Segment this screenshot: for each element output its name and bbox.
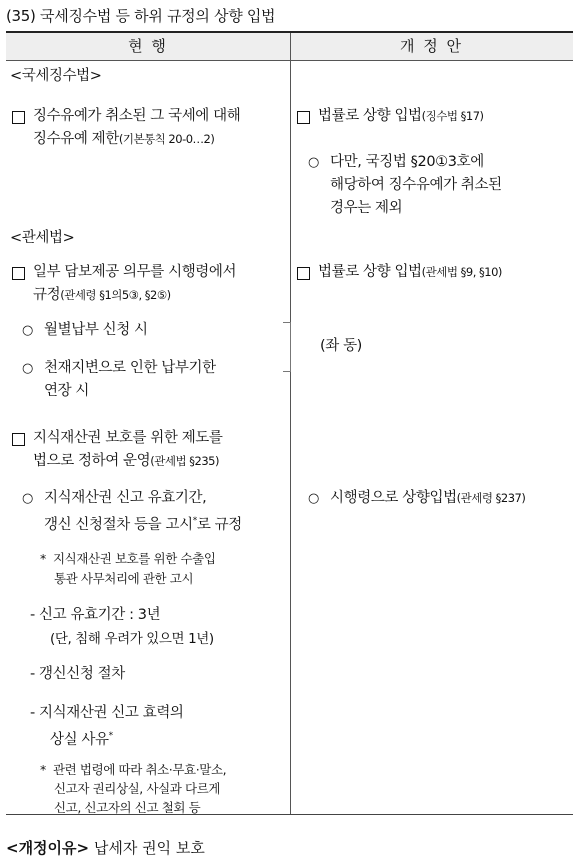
bracket-connector xyxy=(283,322,291,372)
revised-item-text: 법률로 상향 입법(징수법 §17) xyxy=(318,108,484,124)
asterisk-note: * 지식재산권 보호를 위한 수출입 xyxy=(40,551,216,566)
current-sub-text: 지식재산권 신고 유효기간, xyxy=(44,490,207,506)
circle-bullet-icon: ○ xyxy=(308,155,320,170)
revised-sub-text: 시행령으로 상향입법(관세령 §237) xyxy=(330,490,526,506)
revised-item-text: 법률로 상향 입법(관세법 §9, §10) xyxy=(318,264,502,280)
asterisk-note: * 관련 법령에 따라 취소·무효·말소, xyxy=(40,762,227,777)
asterisk-note: 신고, 신고자의 신고 철회 등 xyxy=(54,800,201,815)
current-item-text: 규정(관세령 §1의5③, §2⑤) xyxy=(33,287,171,303)
asterisk-icon: * xyxy=(40,762,53,777)
header-revised: 개 정 안 xyxy=(399,37,463,55)
asterisk-note: 통관 사무처리에 관한 고시 xyxy=(54,571,194,586)
circle-bullet-icon: ○ xyxy=(22,491,34,506)
header-current: 현 행 xyxy=(128,37,168,55)
circle-bullet-icon: ○ xyxy=(22,361,34,376)
revised-sub-text: 해당하여 징수유예가 취소된 xyxy=(330,177,502,193)
page-title: (35) 국세징수법 등 하위 규정의 상향 입법 xyxy=(6,7,276,25)
revision-reason-text: 납세자 권익 보호 xyxy=(93,839,205,857)
circle-bullet-icon: ○ xyxy=(308,491,320,506)
checkbox-square-icon xyxy=(12,433,25,446)
revision-reason xyxy=(6,837,205,858)
revision-reason-label: <개정이유> xyxy=(6,839,90,857)
current-sub-text: 천재지변으로 인한 납부기한 xyxy=(44,360,216,376)
checkbox-square-icon xyxy=(12,267,25,280)
revised-sub-text: 다만, 국징법 §20①3호에 xyxy=(330,154,484,170)
checkbox-square-icon xyxy=(297,111,310,124)
asterisk-icon: * xyxy=(40,551,53,566)
revised-same-note: (좌 동) xyxy=(320,338,362,354)
dash-item: - 지식재산권 신고 효력의 xyxy=(30,705,184,721)
circle-bullet-icon: ○ xyxy=(22,323,34,338)
current-sub-text: 연장 시 xyxy=(44,383,90,399)
current-item-text: 지식재산권 보호를 위한 제도를 xyxy=(33,430,223,446)
revised-sub-text: 경우는 제외 xyxy=(330,200,403,216)
dash-item: 상실 사유* xyxy=(50,731,113,748)
current-item-text: 징수유예 제한(기본통칙 20-0…2) xyxy=(33,131,215,147)
dash-item: - 신고 유효기간 : 3년 xyxy=(30,607,161,623)
current-item-text: 법으로 정하여 운영(관세법 §235) xyxy=(33,453,219,469)
current-item-text: 징수유예가 취소된 그 국세에 대해 xyxy=(33,108,241,124)
dash-item: - 갱신신청 절차 xyxy=(30,666,125,682)
checkbox-square-icon xyxy=(12,111,25,124)
section-heading-customs: <관세법> xyxy=(10,230,75,246)
section-heading-national-tax: <국세징수법> xyxy=(10,68,102,84)
current-sub-text: 갱신 신청절차 등을 고시*로 규정 xyxy=(44,516,242,533)
asterisk-note: 신고자 권리상실, 사실과 다르게 xyxy=(54,781,221,796)
column-divider xyxy=(290,33,291,814)
dash-item-note: (단, 침해 우려가 있으면 1년) xyxy=(50,631,214,647)
current-sub-text: 월별납부 신청 시 xyxy=(44,322,148,338)
current-item-text: 일부 담보제공 의무를 시행령에서 xyxy=(33,264,237,280)
checkbox-square-icon xyxy=(297,267,310,280)
